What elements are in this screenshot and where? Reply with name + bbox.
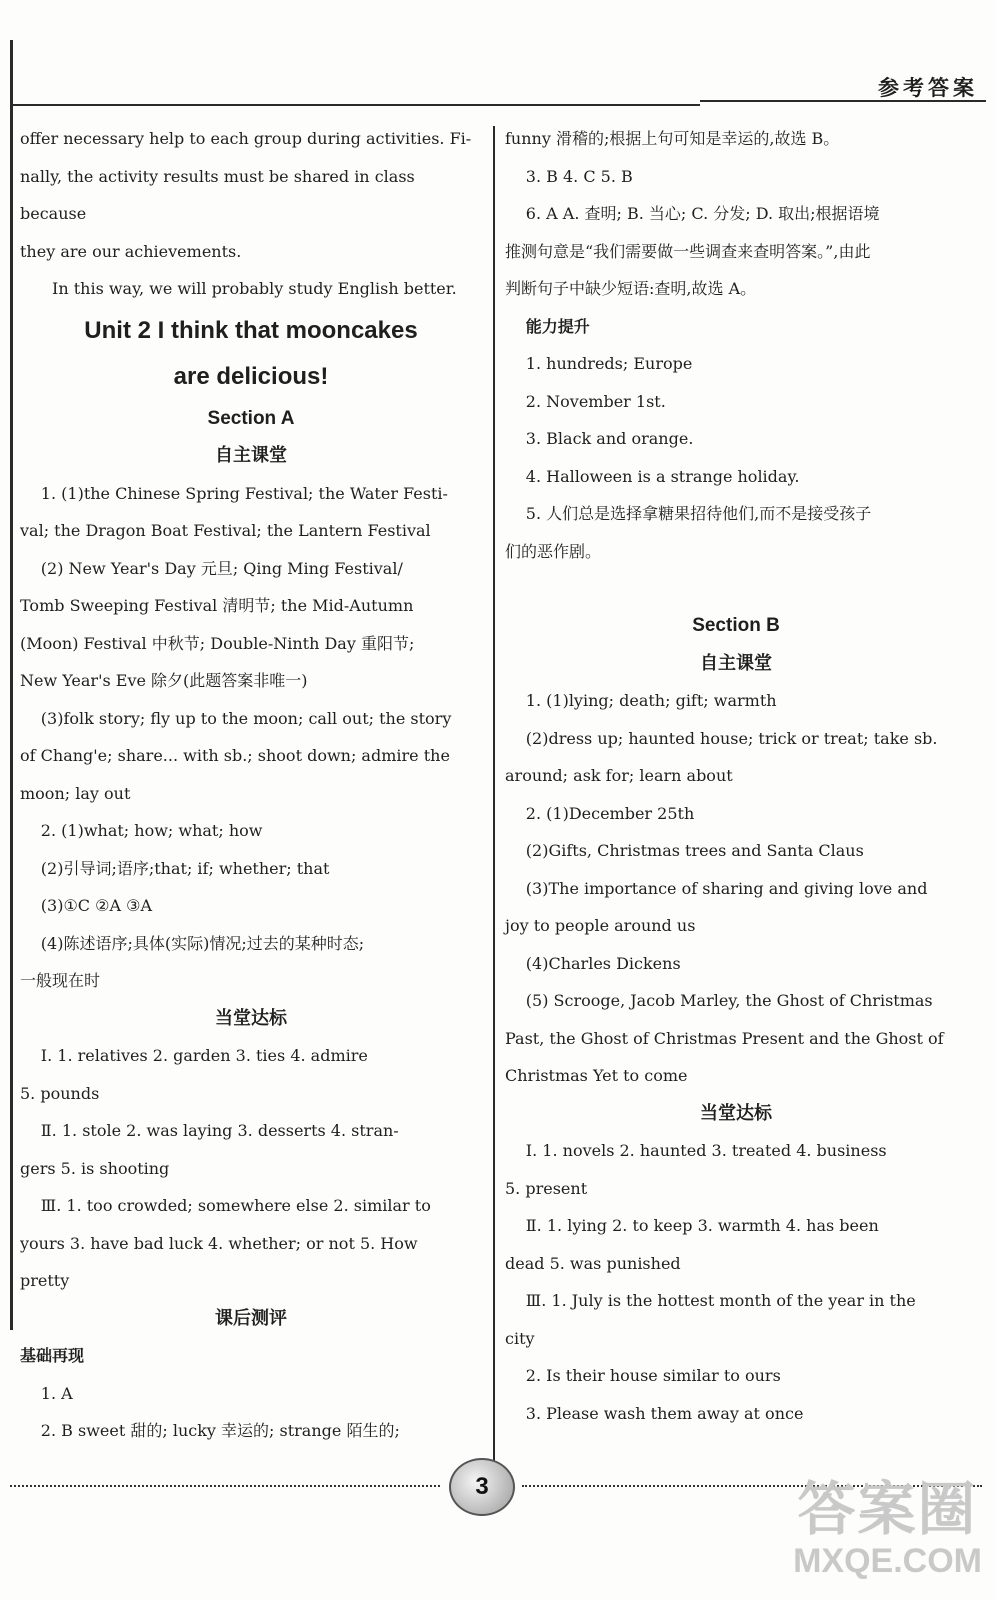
section-a-heading: Section A xyxy=(207,407,295,429)
answer-line: joy to people around us xyxy=(505,916,696,935)
answer-line: Ⅰ. 1. relatives 2. garden 3. ties 4. admire xyxy=(40,1046,368,1065)
answer-line: 4. Halloween is a strange holiday. xyxy=(525,466,800,486)
answer-line: 1. hundreds; Europe xyxy=(525,354,693,373)
answer-line: 一般现在时 xyxy=(20,971,101,990)
answer-line: (4)陈述语序;具体(实际)情况;过去的某种时态; xyxy=(40,933,365,953)
footer-dotted-rule-left xyxy=(10,1485,440,1487)
text-line: In this way, we will probably study English better. xyxy=(52,279,457,298)
answer-line: (2)dress up; haunted house; trick or treat; take sb. xyxy=(525,728,938,748)
answer-line: 2. Is their house similar to ours xyxy=(525,1366,781,1385)
answer-line: (4)Charles Dickens xyxy=(525,953,681,973)
answer-line: New Year's Eve 除夕(此题答案非唯一) xyxy=(20,671,308,690)
answer-line: around; ask for; learn about xyxy=(505,766,733,785)
unit-title-line-1: Unit 2 I think that mooncakes xyxy=(84,316,418,344)
answer-line: Ⅱ. 1. stole 2. was laying 3. desserts 4. stran- xyxy=(40,1121,399,1140)
subsection-heading: 自主课堂 xyxy=(215,445,287,466)
answer-line: 5. pounds xyxy=(20,1083,100,1103)
header-title: 参考答案 xyxy=(878,75,978,100)
answer-line: 5. 人们总是选择拿糖果招待他们,而不是接受孩子 xyxy=(525,504,872,523)
answer-line: moon; lay out xyxy=(20,783,131,803)
text-line: offer necessary help to each group during activities. Fi- xyxy=(20,129,472,148)
unit-title-line-2: are delicious! xyxy=(173,362,329,390)
answer-line: 2. B sweet 甜的; lucky 幸运的; strange 陌生的; xyxy=(40,1421,400,1440)
answer-line: 3. Please wash them away at once xyxy=(525,1403,804,1423)
answer-line: Ⅲ. 1. too crowded; somewhere else 2. similar to xyxy=(40,1196,431,1215)
right-column xyxy=(505,120,967,1432)
sub-heading: 能力提升 xyxy=(525,316,590,336)
answer-line: 判断句子中缺少短语:查明,故选 A。 xyxy=(505,279,757,298)
answer-line: (Moon) Festival 中秋节; Double-Ninth Day 重阳节; xyxy=(20,633,415,653)
left-column xyxy=(20,120,482,1450)
watermark-logo xyxy=(793,1478,982,1580)
subsection-heading: 课后测评 xyxy=(215,1307,287,1329)
answer-line: (3)folk story; fly up to the moon; call out; the story xyxy=(40,708,452,728)
text-line: nally, the activity results must be shared in class because xyxy=(20,166,415,223)
answer-line: 6. A A. 查明; B. 当心; C. 分发; D. 取出;根据语境 xyxy=(525,204,880,223)
answer-line: Christmas Yet to come xyxy=(505,1066,688,1085)
answer-line: val; the Dragon Boat Festival; the Lantern Festival xyxy=(20,521,431,540)
subsection-heading: 自主课堂 xyxy=(700,652,772,674)
answer-line: of Chang'e; share... with sb.; shoot down; admire the xyxy=(20,746,450,765)
answer-line: 1. (1)the Chinese Spring Festival; the Water Festi- xyxy=(40,483,448,503)
answer-line: dead 5. was punished xyxy=(505,1253,681,1273)
answer-line: Ⅰ. 1. novels 2. haunted 3. treated 4. business xyxy=(525,1141,887,1160)
answer-line: 1. (1)lying; death; gift; warmth xyxy=(525,691,777,710)
answer-line: 1. A xyxy=(40,1383,73,1403)
left-margin-rule xyxy=(10,40,13,1330)
section-b-heading: Section B xyxy=(692,615,780,636)
sub-heading: 基础再现 xyxy=(20,1346,85,1365)
answer-line: Ⅱ. 1. lying 2. to keep 3. warmth 4. has been xyxy=(525,1216,879,1235)
answer-line: (3)The importance of sharing and giving love and xyxy=(525,878,928,898)
answer-line: gers 5. is shooting xyxy=(20,1158,170,1178)
watermark-text: 答案圈 xyxy=(797,1477,978,1542)
answer-line: 2. (1)what; how; what; how xyxy=(40,821,263,840)
answer-line: 3. B 4. C 5. B xyxy=(525,166,633,186)
answer-line: (2)引导词;语序;that; if; whether; that xyxy=(40,858,330,878)
answer-line: (2)Gifts, Christmas trees and Santa Claus xyxy=(525,841,864,860)
answer-line: 5. present xyxy=(505,1178,588,1198)
subsection-heading: 当堂达标 xyxy=(215,1007,287,1029)
answer-line: 推测句意是“我们需要做一些调查来查明答案。”,由此 xyxy=(505,241,871,261)
answer-line: 2. (1)December 25th xyxy=(525,803,695,823)
page-number-badge: 3 xyxy=(449,1458,515,1516)
spacer xyxy=(505,570,967,607)
answer-line: (5) Scrooge, Jacob Marley, the Ghost of Christmas xyxy=(525,991,933,1010)
answer-line: 2. November 1st. xyxy=(525,391,666,411)
subsection-heading: 当堂达标 xyxy=(700,1102,772,1124)
answer-line: 们的恶作剧。 xyxy=(505,541,602,561)
answer-line: (2) New Year's Day 元旦; Qing Ming Festival/ xyxy=(40,558,403,578)
answer-line: Tomb Sweeping Festival 清明节; the Mid-Autumn xyxy=(20,596,414,615)
answer-line: city xyxy=(505,1328,535,1348)
answer-line: Ⅲ. 1. July is the hottest month of the year in the xyxy=(525,1291,916,1310)
answer-line: Past, the Ghost of Christmas Present and the Ghost of xyxy=(505,1028,944,1048)
column-divider xyxy=(493,126,495,1471)
answer-line: yours 3. have bad luck 4. whether; or not 5. How xyxy=(20,1233,418,1253)
answer-line: 3. Black and orange. xyxy=(525,429,694,448)
answer-line: (3)①C ②A ③A xyxy=(40,896,153,915)
header-rule-left xyxy=(10,104,700,106)
answer-line: pretty xyxy=(20,1271,70,1290)
watermark-url: MXQE.COM xyxy=(793,1542,982,1580)
text-line: they are our achievements. xyxy=(20,241,242,261)
answer-line: funny 滑稽的;根据上句可知是幸运的,故选 B。 xyxy=(505,129,840,148)
